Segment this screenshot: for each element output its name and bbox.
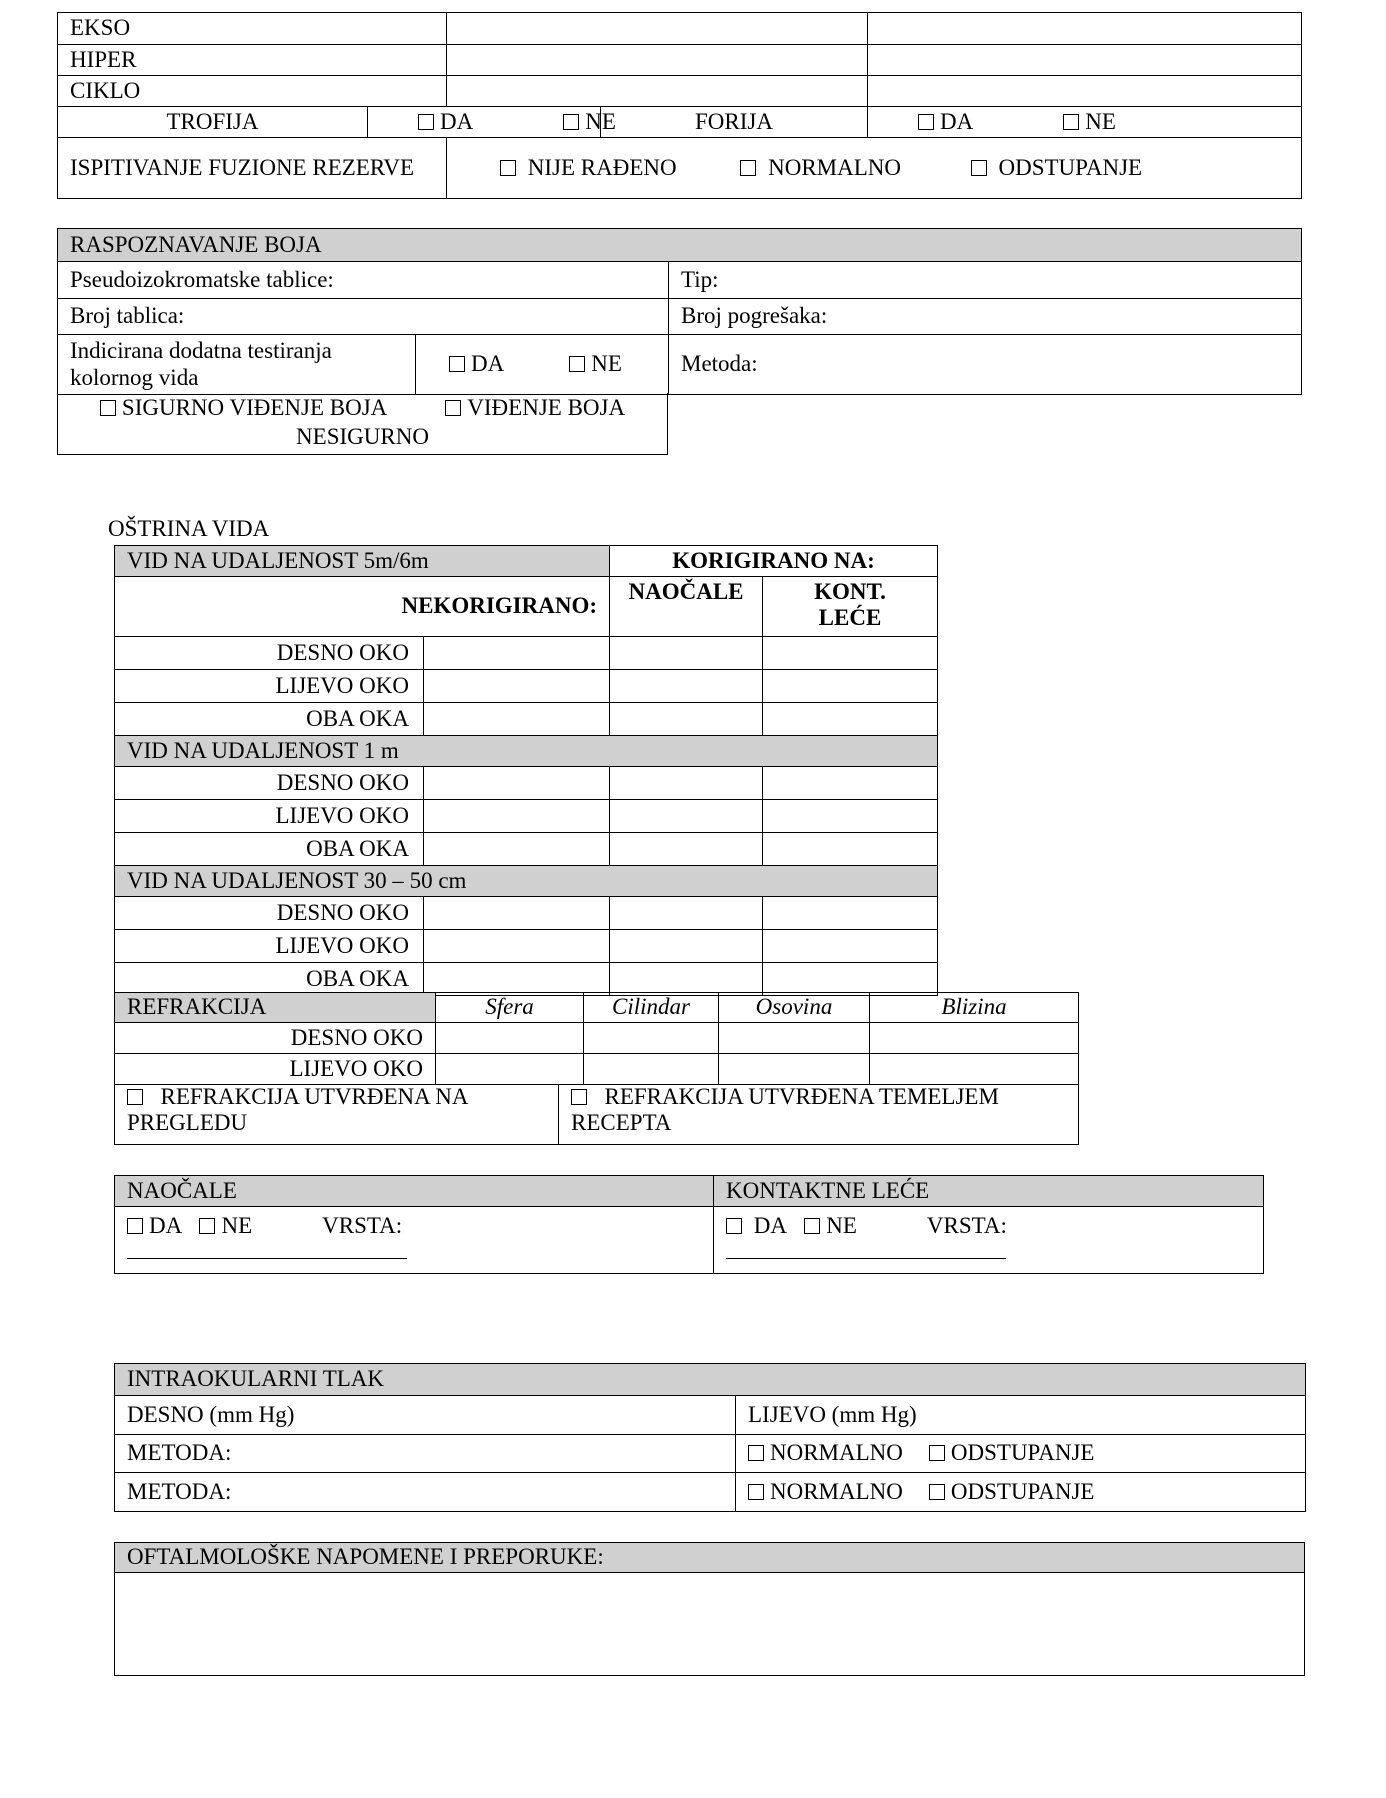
sigurno-label: SIGURNO VIĐENJE BOJA	[121, 395, 388, 420]
acuity-row	[115, 767, 938, 800]
odstupanje-label: ODSTUPANJE	[950, 1478, 1095, 1504]
acuity-row	[115, 897, 938, 930]
refraction-eye-lijevo: LIJEVO OKO	[115, 1054, 436, 1085]
da-label: DA	[440, 108, 474, 134]
naocale-cell[interactable]	[610, 637, 763, 670]
kont-lece-cell[interactable]	[763, 637, 938, 670]
iop-desno-field[interactable]: DESNO (mm Hg)	[115, 1396, 736, 1435]
indicirana-options	[416, 335, 669, 395]
eye-label-text: LIJEVO OKO	[275, 932, 409, 958]
col-blizina: Blizina	[870, 993, 1079, 1023]
ekso-field-1[interactable]	[447, 13, 868, 45]
eye-label-text: LIJEVO OKO	[275, 802, 409, 828]
nekorigirano-cell[interactable]	[424, 670, 610, 703]
naocale-cell[interactable]	[610, 897, 763, 930]
eye-label	[115, 767, 424, 800]
nekorigirano-cell[interactable]	[424, 703, 610, 736]
blizina-desno[interactable]	[870, 1023, 1079, 1054]
naocale-cell[interactable]	[610, 930, 763, 963]
row-label-ekso: EKSO	[58, 13, 447, 45]
sfera-lijevo[interactable]	[436, 1054, 584, 1085]
nekorigirano-cell[interactable]	[424, 897, 610, 930]
eye-label	[115, 897, 424, 930]
forija-label: FORIJA	[601, 107, 868, 138]
eye-label	[115, 670, 424, 703]
nije-radeno-label: NIJE RAĐENO	[527, 154, 677, 180]
odstupanje-label: ODSTUPANJE	[950, 1440, 1095, 1466]
fusion-options	[447, 138, 1302, 199]
col-osovina: Osovina	[719, 993, 870, 1023]
sfera-desno[interactable]	[436, 1023, 584, 1054]
normalno-label: NORMALNO	[768, 154, 901, 180]
color-vision-table	[57, 228, 1302, 395]
eye-label	[115, 800, 424, 833]
kontaktne-options	[714, 1207, 1264, 1274]
eye-label	[115, 833, 424, 866]
trofija-ne-checkbox[interactable]	[563, 114, 579, 130]
naocale-da-checkbox[interactable]	[127, 1218, 143, 1234]
osovina-lijevo[interactable]	[719, 1054, 870, 1085]
eye-label-text: DESNO OKO	[276, 769, 409, 795]
naocale-cell[interactable]	[610, 833, 763, 866]
refraction-source-table	[114, 1084, 1079, 1145]
eye-label-text: DESNO OKO	[276, 899, 409, 925]
fusion-label: ISPITIVANJE FUZIONE REZERVE	[58, 138, 447, 199]
kontaktne-vrsta-line[interactable]	[726, 1257, 1006, 1259]
kont-lece-cell[interactable]	[763, 767, 938, 800]
iop-result-2	[736, 1473, 1306, 1512]
odstupanje-checkbox[interactable]	[971, 160, 987, 176]
ekso-field-2[interactable]	[868, 13, 1302, 45]
eye-label-text: LIJEVO OKO	[275, 672, 409, 698]
nekorigirano-cell[interactable]	[424, 767, 610, 800]
refraction-recipe-checkbox[interactable]	[571, 1089, 587, 1105]
naocale-vrsta-line[interactable]	[127, 1257, 407, 1259]
normalno-checkbox[interactable]	[748, 1484, 764, 1500]
row-label-hiper: HIPER	[58, 45, 447, 76]
eye-label	[115, 703, 424, 736]
kont-lece-cell[interactable]	[763, 897, 938, 930]
broj-tablica-field[interactable]: Broj tablica:	[58, 299, 669, 335]
ne-label: NE	[826, 1213, 857, 1238]
normalno-checkbox[interactable]	[740, 160, 756, 176]
odstupanje-label: ODSTUPANJE	[998, 154, 1143, 180]
cilindar-lijevo[interactable]	[584, 1054, 719, 1085]
acuity-table	[114, 545, 938, 996]
acuity-row	[115, 833, 938, 866]
eye-label-text: DESNO OKO	[276, 639, 409, 665]
forija-da-checkbox[interactable]	[918, 114, 934, 130]
acuity-title: OŠTRINA VIDA	[108, 516, 270, 541]
nekorigirano-cell[interactable]	[424, 637, 610, 670]
nesigurno-label: VIĐENJE BOJA NESIGURNO	[296, 395, 626, 449]
naocale-ne-checkbox[interactable]	[199, 1218, 215, 1234]
normalno-label: NORMALNO	[770, 1440, 903, 1466]
refraction-table	[114, 992, 1079, 1085]
naocale-cell[interactable]	[610, 703, 763, 736]
eye-label	[115, 637, 424, 670]
da-label: DA	[471, 351, 505, 377]
kont-lece-cell[interactable]	[763, 833, 938, 866]
color-certainty-box	[57, 393, 668, 455]
acuity-row	[115, 703, 938, 736]
deviation-table	[57, 12, 1302, 199]
da-label: DA	[149, 1213, 183, 1238]
indicirana-ne-checkbox[interactable]	[569, 356, 585, 372]
acuity-row	[115, 963, 938, 996]
nesigurno-checkbox[interactable]	[445, 400, 461, 416]
eye-label	[115, 963, 424, 996]
acuity-section-header: VID NA UDALJENOST 30 – 50 cm	[115, 866, 938, 897]
naocale-cell[interactable]	[610, 767, 763, 800]
indicirana-da-checkbox[interactable]	[449, 356, 465, 372]
color-vision-title: RASPOZNAVANJE BOJA	[58, 229, 1302, 262]
nekorigirano-cell[interactable]	[424, 800, 610, 833]
nekorigirano-cell[interactable]	[424, 930, 610, 963]
acuity-row	[115, 637, 938, 670]
notes-title: OFTALMOLOŠKE NAPOMENE I PREPORUKE:	[115, 1543, 1305, 1573]
kont-lece-cell[interactable]	[763, 800, 938, 833]
iop-table	[114, 1363, 1306, 1512]
trofija-options	[368, 107, 616, 138]
naocale-header: NAOČALE	[610, 577, 763, 637]
vrsta-label: VRSTA:	[322, 1213, 403, 1238]
kont-lece-cell[interactable]	[763, 963, 938, 996]
naocale-cell[interactable]	[610, 670, 763, 703]
kont-lece-cell[interactable]	[763, 703, 938, 736]
notes-table	[114, 1542, 1305, 1676]
broj-pogresaka-field[interactable]: Broj pogrešaka:	[669, 299, 1302, 335]
iop-metoda-field-1[interactable]: METODA:	[115, 1435, 736, 1473]
vrsta-label: VRSTA:	[926, 1213, 1007, 1238]
refraction-exam-checkbox[interactable]	[127, 1089, 143, 1105]
refraction-exam-option	[115, 1084, 559, 1144]
hiper-field-1[interactable]	[447, 45, 868, 76]
odstupanje-checkbox[interactable]	[929, 1445, 945, 1461]
naocale-options	[115, 1207, 714, 1274]
naocale-title: NAOČALE	[115, 1176, 714, 1207]
eye-label	[115, 930, 424, 963]
eye-label-text: OBA OKA	[306, 835, 409, 861]
acuity-row	[115, 800, 938, 833]
normalno-checkbox[interactable]	[748, 1445, 764, 1461]
acuity-row	[115, 670, 938, 703]
kont-lece-cell[interactable]	[763, 930, 938, 963]
sigurno-checkbox[interactable]	[100, 400, 116, 416]
ne-label: NE	[1085, 108, 1116, 134]
aids-table	[114, 1175, 1264, 1274]
kontaktne-title: KONTAKTNE LEĆE	[714, 1176, 1264, 1207]
refraction-title: REFRAKCIJA	[115, 993, 436, 1023]
blizina-lijevo[interactable]	[870, 1054, 1079, 1085]
iop-title: INTRAOKULARNI TLAK	[115, 1364, 1306, 1396]
acuity-row	[115, 930, 938, 963]
nekorigirano-header: NEKORIGIRANO:	[115, 577, 610, 637]
forija-options	[868, 107, 1302, 138]
odstupanje-checkbox[interactable]	[929, 1484, 945, 1500]
nekorigirano-cell[interactable]	[424, 963, 610, 996]
osovina-desno[interactable]	[719, 1023, 870, 1054]
ne-label: NE	[585, 108, 616, 134]
trofija-da-checkbox[interactable]	[418, 114, 434, 130]
ciklo-field-2[interactable]	[868, 76, 1302, 107]
cilindar-desno[interactable]	[584, 1023, 719, 1054]
indicirana-label: Indicirana dodatna testiranja kolornog vida	[58, 335, 416, 395]
iop-result-1	[736, 1435, 1306, 1473]
kontaktne-ne-checkbox[interactable]	[804, 1218, 820, 1234]
refraction-recipe-option	[559, 1084, 1079, 1144]
col-cilindar: Cilindar	[584, 993, 719, 1023]
hiper-field-2[interactable]	[868, 45, 1302, 76]
normalno-label: NORMALNO	[770, 1478, 903, 1504]
forija-ne-checkbox[interactable]	[1063, 114, 1079, 130]
ne-label: NE	[221, 1213, 253, 1238]
naocale-cell[interactable]	[610, 800, 763, 833]
da-label: DA	[940, 108, 974, 134]
nije-radeno-checkbox[interactable]	[500, 160, 516, 176]
trofija-label: TROFIJA	[58, 107, 368, 138]
metoda-field[interactable]: Metoda:	[669, 335, 1302, 395]
acuity-section-header: VID NA UDALJENOST 1 m	[115, 736, 938, 767]
eye-label-text: OBA OKA	[306, 965, 409, 991]
korigirano-header: KORIGIRANO NA:	[610, 546, 938, 577]
iop-lijevo-field[interactable]: LIJEVO (mm Hg)	[736, 1396, 1306, 1435]
refraction-exam-label: REFRAKCIJA UTVRĐENA NA PREGLEDU	[127, 1084, 468, 1136]
nekorigirano-cell[interactable]	[424, 833, 610, 866]
da-label: DA	[753, 1213, 787, 1238]
notes-field[interactable]	[115, 1573, 1305, 1676]
row-label-ciklo: CIKLO	[58, 76, 447, 107]
eye-label-text: OBA OKA	[306, 705, 409, 731]
refraction-recipe-label: REFRAKCIJA UTVRĐENA TEMELJEM RECEPTA	[571, 1084, 999, 1136]
kont-lece-header: KONT. LEĆE	[763, 577, 938, 637]
ciklo-field-1[interactable]	[447, 76, 868, 107]
kont-lece-cell[interactable]	[763, 670, 938, 703]
ne-label: NE	[591, 351, 622, 377]
naocale-cell[interactable]	[610, 963, 763, 996]
section-5m: VID NA UDALJENOST 5m/6m	[115, 546, 610, 577]
kontaktne-da-checkbox[interactable]	[726, 1218, 742, 1234]
iop-metoda-field-2[interactable]: METODA:	[115, 1473, 736, 1512]
refraction-eye-desno: DESNO OKO	[115, 1023, 436, 1054]
tip-field[interactable]: Tip:	[669, 262, 1302, 299]
pseudo-field[interactable]: Pseudoizokromatske tablice:	[58, 262, 669, 299]
col-sfera: Sfera	[436, 993, 584, 1023]
